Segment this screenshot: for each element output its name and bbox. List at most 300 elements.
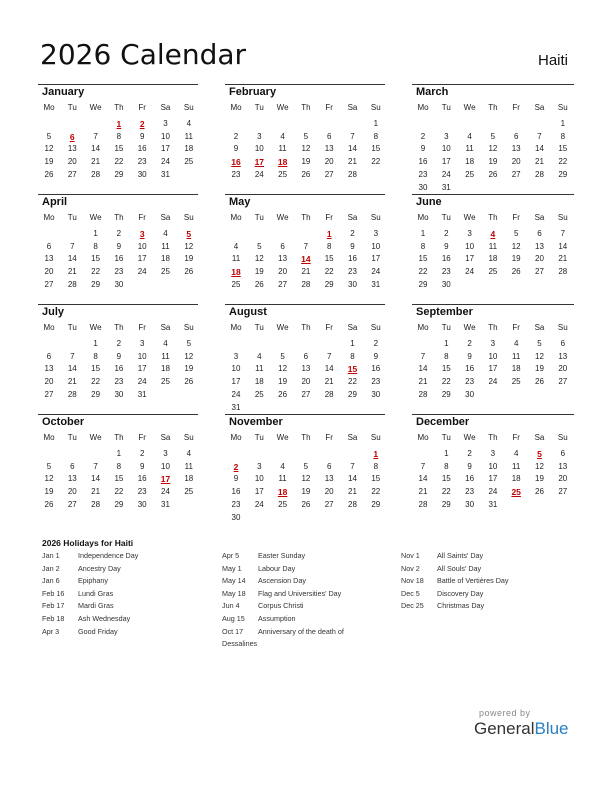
day-cell: 12 [301, 144, 311, 154]
day-cell: 15 [114, 474, 124, 484]
month-divider [225, 414, 385, 415]
holiday-date: Apr 3 [42, 626, 60, 636]
weekday-label: Tu [441, 433, 451, 442]
day-cell: 4 [280, 461, 285, 471]
day-cell: 15 [324, 254, 334, 264]
holiday-date: Jan 2 [42, 563, 60, 573]
day-cell: 10 [161, 461, 170, 471]
day-cell: 28 [535, 169, 544, 179]
holiday-day: 17 [254, 157, 265, 168]
weekday-label: Mo [230, 103, 242, 112]
country-name: Haiti [537, 52, 568, 69]
month-divider [412, 84, 574, 85]
day-cell: 5 [186, 339, 192, 348]
day-cell: 10 [161, 131, 170, 141]
holiday-day: 1 [326, 229, 332, 239]
day-cell: 4 [257, 351, 262, 361]
day-cell: 13 [535, 241, 544, 251]
day-cell: 7 [420, 461, 426, 471]
weekday-label: Su [370, 323, 381, 332]
day-cell: 22 [324, 267, 334, 277]
day-cell: 7 [93, 461, 98, 471]
day-cell: 17 [254, 487, 264, 497]
weekday-label: Mo [43, 323, 55, 332]
month-name: July [42, 306, 65, 318]
day-cell: 20 [324, 487, 334, 497]
holiday-name: Easter Sunday [258, 551, 306, 560]
day-cell: 1 [444, 339, 449, 348]
day-cell: 1 [93, 229, 98, 238]
day-cell: 27 [278, 279, 288, 289]
day-cell: 13 [278, 254, 288, 264]
day-cell: 29 [91, 279, 101, 289]
weekday-label: Fr [512, 433, 520, 442]
weekday-label: Sa [347, 103, 358, 112]
day-cell: 24 [161, 487, 170, 497]
holiday-name: Corpus Christi [258, 601, 304, 611]
day-cell: 15 [558, 144, 568, 154]
day-cell: 2 [444, 229, 449, 238]
day-cell: 11 [231, 254, 241, 264]
day-cell: 1 [420, 229, 426, 238]
day-cell: 14 [558, 241, 568, 251]
brand-blue: Blue [534, 719, 569, 738]
day-cell: 2 [139, 449, 145, 458]
weekday-label: Mo [417, 433, 429, 442]
day-cell: 1 [350, 339, 355, 348]
day-cell: 30 [371, 389, 381, 399]
weekday-label: Mo [417, 323, 429, 332]
holiday-entry [222, 589, 392, 602]
holiday-entry [42, 601, 212, 614]
day-cell: 30 [465, 499, 475, 509]
holiday-date: Nov 1 [401, 551, 420, 560]
day-cell: 2 [350, 229, 355, 238]
holiday-date: Nov 2 [401, 563, 420, 573]
day-cell: 18 [511, 474, 521, 484]
holiday-day: 16 [231, 157, 241, 168]
day-cell: 9 [116, 241, 122, 251]
holiday-date: Feb 16 [42, 588, 65, 598]
weekday-label: We [463, 433, 476, 442]
day-cell: 4 [233, 241, 239, 251]
day-cell: 26 [184, 267, 194, 277]
day-cell: 29 [371, 499, 381, 509]
day-cell: 26 [44, 499, 54, 509]
day-cell: 12 [301, 474, 311, 484]
day-cell: 22 [91, 267, 101, 277]
day-cell: 28 [301, 279, 311, 289]
day-cell: 7 [326, 351, 332, 361]
holiday-entry [222, 626, 392, 649]
day-cell: 31 [137, 389, 147, 399]
day-cell: 14 [535, 144, 544, 154]
weekday-label: Fr [138, 103, 146, 112]
day-cell: 15 [441, 364, 451, 374]
day-cell: 16 [114, 254, 124, 264]
day-cell: 13 [67, 144, 77, 154]
day-cell: 11 [278, 144, 287, 154]
weekday-label: Su [370, 433, 381, 442]
weekday-label: Tu [441, 323, 451, 332]
day-cell: 25 [278, 499, 288, 509]
day-cell: 8 [326, 241, 332, 251]
weekday-label: Su [557, 323, 568, 332]
day-cell: 9 [139, 461, 145, 471]
day-cell: 11 [255, 364, 264, 374]
day-cell: 6 [70, 461, 75, 471]
day-cell: 11 [161, 241, 170, 251]
day-cell: 24 [254, 499, 264, 509]
weekday-label: Su [370, 103, 381, 112]
day-cell: 29 [558, 169, 568, 179]
day-cell: 17 [137, 364, 147, 374]
month-divider [38, 304, 198, 305]
day-cell: 24 [465, 267, 475, 277]
holiday-day: 15 [347, 364, 358, 375]
holiday-entry [222, 564, 392, 577]
day-cell: 2 [467, 449, 472, 458]
holiday-entry [42, 627, 212, 640]
day-cell: 7 [350, 461, 355, 471]
weekday-label: Sa [160, 103, 171, 112]
month-divider [38, 194, 198, 195]
holiday-day: 2 [233, 461, 239, 472]
month-divider [225, 84, 385, 85]
day-cell: 20 [67, 487, 77, 497]
day-cell: 27 [324, 499, 334, 509]
day-cell: 6 [280, 241, 285, 251]
day-cell: 10 [441, 144, 451, 154]
holiday-day: 1 [373, 449, 379, 459]
day-cell: 28 [348, 499, 357, 509]
day-cell: 10 [465, 241, 475, 251]
day-cell: 10 [371, 241, 381, 251]
day-cell: 8 [560, 131, 566, 141]
day-cell: 16 [114, 364, 124, 374]
holiday-name: Epiphany [78, 576, 108, 586]
day-cell: 1 [444, 449, 449, 458]
weekday-label: Su [557, 213, 568, 222]
month-divider [225, 304, 385, 305]
day-cell: 25 [511, 377, 521, 387]
day-cell: 21 [91, 157, 101, 167]
weekday-label: Mo [230, 213, 242, 222]
day-cell: 20 [324, 157, 334, 167]
weekday-label: Su [557, 103, 568, 112]
weekday-label: Sa [160, 433, 171, 442]
holiday-entry [42, 551, 212, 564]
day-cell: 26 [535, 377, 544, 387]
day-cell: 15 [441, 474, 451, 484]
holiday-day: 25 [511, 487, 521, 498]
day-cell: 16 [371, 364, 381, 374]
day-cell: 19 [511, 254, 521, 264]
month-divider [38, 414, 198, 415]
day-cell: 14 [91, 144, 101, 154]
day-cell: 24 [137, 377, 147, 387]
day-cell: 3 [373, 229, 379, 238]
day-cell: 9 [467, 461, 472, 471]
day-cell: 20 [558, 364, 568, 374]
day-cell: 10 [231, 364, 241, 374]
weekday-label: Su [557, 433, 568, 442]
day-cell: 22 [91, 377, 101, 387]
holiday-date: Apr 5 [222, 551, 240, 560]
weekday-label: We [89, 323, 102, 332]
day-cell: 14 [348, 144, 357, 154]
day-cell: 17 [137, 254, 147, 264]
day-cell: 30 [348, 279, 357, 289]
day-cell: 13 [558, 461, 568, 471]
day-cell: 19 [301, 487, 311, 497]
day-cell: 29 [324, 279, 334, 289]
day-cell: 21 [91, 487, 101, 497]
day-cell: 4 [513, 449, 519, 458]
holiday-entry [401, 601, 571, 614]
day-cell: 24 [488, 377, 498, 387]
holiday-day: 6 [69, 131, 75, 142]
day-cell: 17 [231, 377, 241, 387]
day-cell: 23 [348, 267, 357, 277]
day-cell: 20 [67, 157, 77, 167]
day-cell: 5 [303, 461, 309, 471]
day-cell: 15 [114, 144, 124, 154]
day-cell: 22 [371, 157, 381, 167]
holiday-date: Dec 5 [401, 588, 420, 598]
day-cell: 22 [114, 487, 124, 497]
day-cell: 2 [373, 339, 379, 348]
weekday-label: Fr [138, 433, 146, 442]
day-cell: 27 [558, 377, 568, 387]
month-name: April [42, 196, 68, 208]
day-cell: 14 [324, 364, 334, 374]
day-cell: 19 [278, 377, 288, 387]
weekday-label: Th [114, 213, 124, 222]
day-cell: 11 [465, 144, 474, 154]
day-cell: 5 [537, 339, 542, 348]
day-cell: 23 [231, 499, 241, 509]
day-cell: 14 [67, 254, 77, 264]
day-cell: 29 [348, 389, 357, 399]
day-cell: 30 [231, 512, 241, 522]
day-cell: 30 [418, 182, 428, 192]
weekday-label: We [463, 213, 476, 222]
day-cell: 1 [560, 119, 566, 128]
holiday-date: Dec 25 [401, 601, 424, 611]
day-cell: 18 [254, 377, 264, 387]
day-cell: 22 [441, 377, 451, 387]
day-cell: 24 [488, 487, 498, 497]
holiday-date: Jun 4 [222, 601, 240, 611]
day-cell: 1 [93, 339, 98, 348]
holiday-entry [401, 576, 571, 589]
day-cell: 13 [301, 364, 311, 374]
day-cell: 27 [301, 389, 311, 399]
day-cell: 30 [114, 389, 124, 399]
day-cell: 17 [465, 254, 475, 264]
weekday-label: Mo [230, 323, 242, 332]
day-cell: 18 [161, 364, 170, 374]
holiday-date: May 1 [222, 563, 242, 573]
day-cell: 30 [137, 499, 147, 509]
holiday-entry [222, 551, 392, 564]
day-cell: 4 [467, 131, 472, 141]
day-cell: 3 [233, 351, 239, 361]
holiday-name: All Souls' Day [437, 563, 482, 573]
day-cell: 5 [280, 351, 285, 361]
weekday-label: We [89, 103, 102, 112]
weekday-label: Tu [254, 323, 264, 332]
day-cell: 6 [46, 351, 52, 361]
day-cell: 16 [348, 254, 357, 264]
day-cell: 22 [371, 487, 381, 497]
holiday-name: Battle of Vertières Day [437, 576, 509, 586]
day-cell: 29 [441, 389, 451, 399]
day-cell: 12 [488, 144, 498, 154]
weekday-label: Sa [534, 433, 545, 442]
day-cell: 29 [114, 499, 124, 509]
day-cell: 25 [161, 377, 170, 387]
day-cell: 6 [537, 229, 542, 238]
day-cell: 28 [67, 279, 77, 289]
weekday-label: Th [301, 103, 311, 112]
generalblue-logo[interactable] [474, 719, 569, 739]
day-cell: 30 [441, 279, 451, 289]
day-cell: 18 [511, 364, 521, 374]
day-cell: 4 [186, 449, 192, 458]
weekday-label: Fr [138, 213, 146, 222]
day-cell: 12 [535, 461, 544, 471]
day-cell: 12 [535, 351, 544, 361]
day-cell: 20 [44, 377, 54, 387]
day-cell: 7 [70, 351, 75, 361]
month-name: March [416, 86, 449, 98]
day-cell: 28 [348, 169, 357, 179]
day-cell: 27 [67, 499, 77, 509]
month-name: October [42, 416, 85, 428]
day-cell: 12 [44, 474, 54, 484]
day-cell: 31 [161, 169, 170, 179]
day-cell: 21 [348, 157, 357, 167]
day-cell: 14 [91, 474, 101, 484]
weekday-label: We [89, 433, 102, 442]
holiday-date: Jan 6 [42, 576, 60, 586]
day-cell: 14 [67, 364, 77, 374]
day-cell: 16 [441, 254, 451, 264]
day-cell: 2 [233, 131, 239, 141]
holiday-day: 2 [139, 119, 145, 129]
day-cell: 16 [137, 474, 147, 484]
day-cell: 27 [44, 279, 54, 289]
holiday-entry [42, 589, 212, 602]
day-cell: 16 [231, 487, 241, 497]
weekday-label: Su [183, 103, 194, 112]
day-cell: 13 [324, 144, 334, 154]
day-cell: 4 [280, 131, 285, 141]
holiday-entry [42, 564, 212, 577]
month-name: August [229, 306, 267, 318]
holiday-entry [42, 576, 212, 589]
weekday-label: Mo [230, 433, 242, 442]
day-cell: 19 [535, 364, 544, 374]
day-cell: 9 [139, 131, 145, 141]
month-divider [38, 84, 198, 85]
month-divider [412, 414, 574, 415]
holiday-entry [401, 589, 571, 602]
day-cell: 21 [67, 267, 77, 277]
day-cell: 31 [371, 279, 381, 289]
day-cell: 17 [488, 474, 498, 484]
day-cell: 31 [231, 402, 241, 412]
day-cell: 26 [488, 169, 498, 179]
day-cell: 20 [511, 157, 521, 167]
day-cell: 6 [326, 461, 332, 471]
holiday-name: Discovery Day [437, 588, 484, 598]
day-cell: 9 [116, 351, 122, 361]
day-cell: 15 [371, 474, 381, 484]
weekday-label: We [463, 103, 476, 112]
day-cell: 7 [420, 351, 426, 361]
holiday-date: Oct 17 [222, 626, 244, 636]
day-cell: 3 [490, 449, 496, 458]
holiday-name: Christmas Day [437, 601, 485, 611]
day-cell: 13 [44, 254, 54, 264]
day-cell: 8 [93, 241, 98, 251]
day-cell: 4 [163, 229, 168, 238]
month-name: November [229, 416, 283, 428]
holiday-entry [222, 576, 392, 589]
day-cell: 25 [488, 267, 498, 277]
weekday-label: Th [488, 103, 498, 112]
day-cell: 21 [418, 377, 428, 387]
weekday-label: Th [301, 433, 311, 442]
weekday-label: Tu [67, 323, 77, 332]
day-cell: 18 [184, 144, 194, 154]
day-cell: 10 [488, 351, 498, 361]
day-cell: 26 [278, 389, 288, 399]
day-cell: 19 [535, 474, 544, 484]
day-cell: 11 [161, 351, 170, 361]
day-cell: 12 [511, 241, 521, 251]
day-cell: 10 [488, 461, 498, 471]
holiday-day: 18 [277, 157, 288, 168]
day-cell: 22 [114, 157, 124, 167]
day-cell: 3 [257, 461, 262, 471]
day-cell: 22 [348, 377, 357, 387]
day-cell: 25 [184, 157, 194, 167]
weekday-label: We [276, 323, 289, 332]
day-cell: 9 [420, 144, 426, 154]
day-cell: 3 [444, 131, 449, 141]
holiday-name: Anniversary of the death of [258, 626, 344, 636]
weekday-label: Sa [347, 433, 358, 442]
weekday-label: Su [370, 213, 381, 222]
month-name: January [42, 86, 85, 98]
holiday-date: May 18 [222, 588, 246, 598]
day-cell: 14 [418, 364, 428, 374]
day-cell: 5 [46, 131, 52, 141]
day-cell: 13 [511, 144, 521, 154]
day-cell: 8 [373, 461, 379, 471]
day-cell: 27 [67, 169, 77, 179]
holiday-day: 18 [277, 487, 288, 498]
day-cell: 20 [44, 267, 54, 277]
day-cell: 7 [70, 241, 75, 251]
weekday-label: Sa [347, 213, 358, 222]
day-cell: 4 [163, 339, 168, 348]
day-cell: 24 [137, 267, 147, 277]
